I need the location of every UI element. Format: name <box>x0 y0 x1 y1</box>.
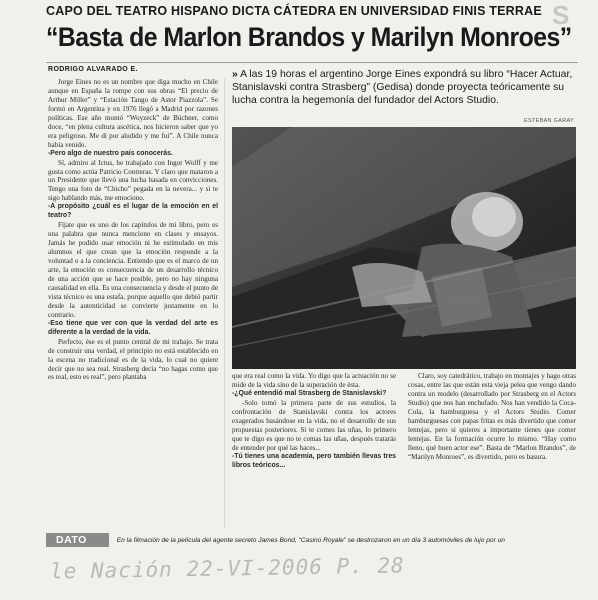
interview-question: -¿Qué entendió mal Strasberg de Stanislavski? <box>232 389 387 397</box>
right-column <box>408 372 576 462</box>
handwritten-annotation: le Nación 22-VI-2006 P. 28 <box>49 553 405 584</box>
lede-marker: » <box>232 69 238 80</box>
author-photo-image <box>232 127 576 369</box>
paragraph: Fíjate que es uno de los capítulos de mi libro, pero es una palabra que nunca menciono en clases y ensayos. Jamás he podido usar emoción ni he estimulado en mis alumnos el que crean que la emoción responde a la voluntad o a la conciencia. Entiendo que es el marco de un arte, la emoción es consecuencia de un desarrollo técnico de una acción que se hace posible, pero no hay ninguna causalidad en ella. Es una consecuencia y desde el punto de vista técnico es una estafa, porque aquello que debió partir desde la autenticidad se convierte justamente en lo contrario. <box>48 221 218 319</box>
paragraph: Sí, admiro al Ictus, he trabajado con Ingot Wolff y me gusta como actúa Patricio Contreras. Y claro que mataron a un Presidente que llevó una lucha basada en convicciones. Tengo una foto de “Chicho” pegada en la nevera... y si te sigo hablando más, me emociono. <box>48 158 218 203</box>
dato-box <box>46 533 578 547</box>
lede-text: A las 19 horas el argentino Jorge Eines expondrá su libro “Hacer Actuar, Stanislavski contra Strasberg” (Gedisa) donde proyecta teóricamente su lucha contra la hegemonía del fundador del Actors Studio. <box>232 69 573 106</box>
paragraph: Jorge Eines no es un nombre que diga mucho en Chile aunque en España la rompe con sus obras “El precio de Arthur Miller” y “Estación Tango de Astor Piazzola”. Se formó en Argentina y en 1976 llegó a Madrid por razones políticas. Ese año montó “Woyzeck” de Büchner, como doce, “en plena cultura ascética, nos hicieron saber que yo era peligroso. Me di por aludido y me fui”. A Chile nunca había venido. <box>48 78 218 149</box>
left-column <box>48 78 218 382</box>
adjacent-page-bleed: S <box>552 0 570 30</box>
article-byline: RODRIGO ALVARADO E. <box>48 66 138 73</box>
paragraph: Claro, soy catedrático, trabajo en montajes y hago otras cosas, entre las que están esta vieja pelea que vengo dando contra un modelo (desarrollado por Strasberg en el Actors Studio) que nos han enchufado. Nos han vendido la Coca-Cola, la hamburguesa y el Actors Studio. Comer hamburguesas con papas fritas es más divertido que comer lentejas, pero si quieres a importante tienes que comer lentejas. En la formación ocurre lo mismo. “Hay como lleno, qué buen actor ese”. Basta de “Marlon Brandos”, de “Marilyn Monroes”, es divertido, pero es basura. <box>408 372 576 461</box>
article-headline: “Basta de Marlon Brandos y Marilyn Monroes” <box>46 22 572 52</box>
paragraph: Perfecto, ése es el punto central de mi trabajo. Se trata de construir una verdad, el principio no está establecido en la escena no tradicional es de la vida, lo cual no quiere decir que no sea real. Strasberg decía “no hagas como que es real, esto es real”, pero plantaba <box>48 337 218 382</box>
header-rule <box>46 62 578 63</box>
interview-question: -Tú tienes una academia, pero también llevas tres libros teóricos... <box>232 452 396 469</box>
author-photo <box>232 127 576 369</box>
article-kicker: CAPO DEL TEATRO HISPANO DICTA CÁTEDRA EN UNIVERSIDAD FINIS TERRAE <box>46 4 542 18</box>
dato-label: DATO <box>46 533 109 547</box>
interview-question: -Pero algo de nuestro país conocerás. <box>48 149 173 157</box>
paragraph: -Solo tomó la primera parte de sus estudios, la confrontación de Stanislavski contra los actores exagerados basándose en la vida, no el desarrollo de sus propuestas posteriores. Si te comes las uñas, lo primero que te digo es que no te comas las uñas, después tratarás de entender por qué las haces... <box>232 398 396 452</box>
paragraph: que era real como la vida. Yo digo que la actuación no se mide de la vida sino de la superación de ésta. <box>232 372 396 389</box>
interview-question: -A propósito ¿cuál es el lugar de la emoción en el teatro? <box>48 203 218 220</box>
middle-column <box>232 372 396 470</box>
dato-text: En la filmación de la película del agente secreto James Bond, “Casino Royale” se destrozaron en un día 3 automóviles de lujo por un <box>116 536 505 544</box>
column-divider <box>224 78 225 528</box>
article-lede <box>232 68 574 107</box>
photo-credit: ESTEBAN GARAY <box>524 118 574 124</box>
interview-question: -Eso tiene que ver con que la verdad del arte es diferente a la verdad de la vida. <box>48 319 218 336</box>
